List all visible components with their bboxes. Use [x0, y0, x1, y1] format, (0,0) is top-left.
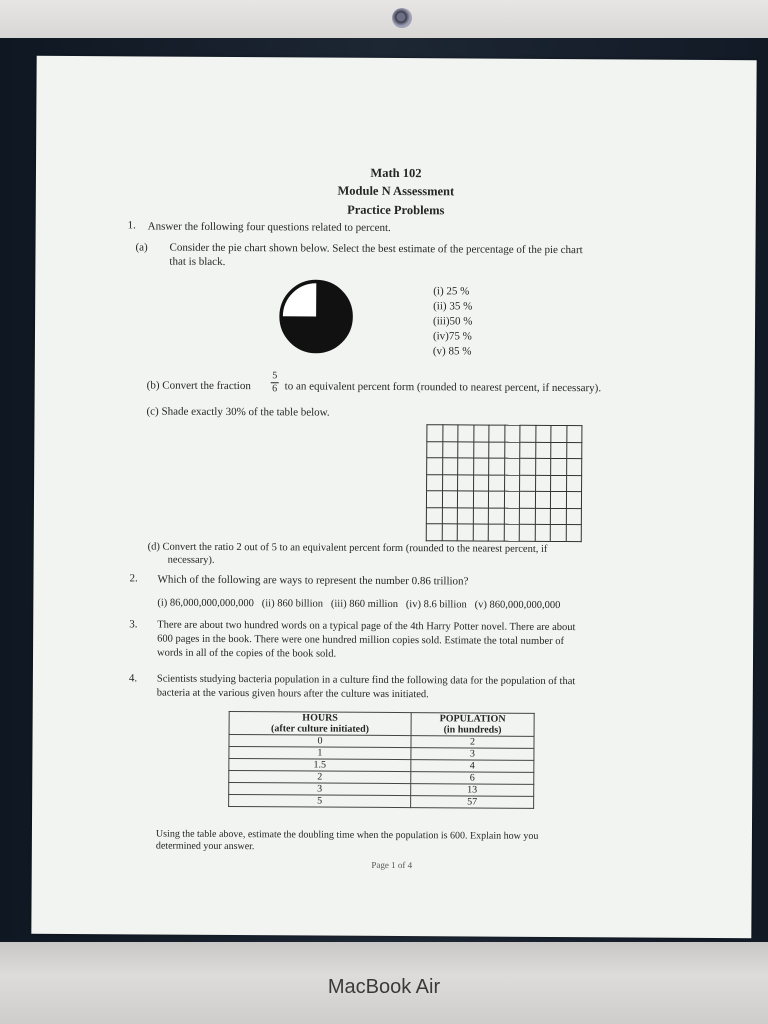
grid-cell[interactable]	[427, 474, 443, 491]
page-number: Page 1 of 4	[371, 859, 413, 871]
grid-cell[interactable]	[566, 426, 582, 443]
population-cell: 4	[411, 760, 534, 773]
grid-cell[interactable]	[473, 507, 489, 524]
population-cell: 13	[411, 784, 534, 797]
fraction-numerator: 5	[272, 370, 278, 382]
grid-cell[interactable]	[535, 442, 551, 459]
question-1d-text-line1: (d) Convert the ratio 2 out of 5 to an equivalent percent form (rounded to the nearest percent, if	[147, 541, 548, 555]
grid-cell[interactable]	[566, 492, 582, 509]
grid-cell[interactable]	[489, 425, 505, 442]
population-header-line1: POPULATION	[439, 713, 506, 725]
grid-cell[interactable]	[520, 425, 536, 442]
module-title: Module N Assessment	[337, 183, 455, 199]
question-4-line2: bacteria at the various given hours after the culture was initiated.	[156, 687, 429, 701]
grid-row	[427, 441, 582, 458]
grid-cell[interactable]	[535, 425, 551, 442]
grid-cell[interactable]	[551, 442, 567, 459]
hours-cell: 1	[229, 746, 411, 759]
grid-cell[interactable]	[504, 524, 520, 541]
pie-option-1: (i) 25 %	[433, 285, 470, 298]
grid-cell[interactable]	[504, 425, 520, 442]
grid-cell[interactable]	[427, 458, 443, 475]
population-header-line2: (in hundreds)	[443, 724, 502, 736]
grid-cell[interactable]	[566, 525, 582, 542]
grid-cell[interactable]	[489, 442, 505, 459]
grid-cell[interactable]	[442, 491, 458, 508]
grid-cell[interactable]	[458, 458, 474, 475]
grid-cell[interactable]	[473, 458, 489, 475]
shading-grid[interactable]	[426, 424, 583, 541]
grid-cell[interactable]	[566, 475, 582, 492]
grid-cell[interactable]	[473, 524, 489, 541]
laptop-brand-label: MacBook Air	[327, 976, 441, 998]
grid-row	[426, 524, 581, 541]
pie-options	[433, 284, 473, 359]
hours-cell: 5	[229, 794, 411, 807]
grid-cell[interactable]	[458, 425, 474, 442]
question-2-text: Which of the following are ways to represent the number 0.86 trillion?	[157, 573, 469, 588]
population-cell: 6	[411, 772, 534, 785]
grid-cell[interactable]	[504, 508, 520, 525]
bacteria-data-table	[228, 711, 535, 809]
grid-cell[interactable]	[535, 458, 551, 475]
grid-cell[interactable]	[519, 491, 535, 508]
grid-cell[interactable]	[504, 458, 520, 475]
question-3-line3: words in all of the copies of the book sold.	[157, 647, 337, 660]
grid-cell[interactable]	[427, 441, 443, 458]
grid-row	[426, 507, 581, 524]
grid-cell[interactable]	[520, 475, 536, 492]
question-4-number: 4.	[128, 672, 138, 685]
grid-cell[interactable]	[520, 458, 536, 475]
grid-row	[426, 491, 581, 508]
grid-cell[interactable]	[551, 425, 567, 442]
grid-cell[interactable]	[426, 507, 442, 524]
subtitle: Practice Problems	[347, 202, 445, 218]
grid-cell[interactable]	[426, 491, 442, 508]
question-1-number: 1.	[127, 219, 136, 232]
grid-cell[interactable]	[535, 524, 551, 541]
grid-cell[interactable]	[442, 458, 458, 475]
pie-option-2: (ii) 35 %	[433, 300, 473, 313]
table-row	[229, 794, 534, 808]
grid-cell[interactable]	[504, 491, 520, 508]
grid-cell[interactable]	[473, 491, 489, 508]
hours-cell: 2	[229, 770, 411, 783]
grid-cell[interactable]	[551, 475, 567, 492]
hours-header-line2: (after culture initiated)	[271, 723, 370, 735]
population-cell: 3	[411, 748, 534, 761]
grid-cell[interactable]	[442, 524, 458, 541]
pie-chart	[277, 277, 355, 355]
question-4-footer-line1: Using the table above, estimate the doubling time when the population is 600. Explain how you	[155, 828, 539, 842]
grid-cell[interactable]	[489, 458, 505, 475]
question-1c-text: (c) Shade exactly 30% of the table below.	[146, 405, 330, 419]
grid-cell[interactable]	[427, 425, 443, 442]
course-title: Math 102	[370, 165, 422, 181]
grid-cell[interactable]	[442, 425, 458, 442]
grid-cell[interactable]	[442, 474, 458, 491]
grid-cell[interactable]	[426, 524, 442, 541]
camera-icon	[392, 8, 412, 28]
grid-cell[interactable]	[457, 524, 473, 541]
grid-cell[interactable]	[550, 508, 566, 525]
grid-cell[interactable]	[458, 441, 474, 458]
grid-cell[interactable]	[551, 458, 567, 475]
population-cell: 57	[411, 796, 534, 809]
document-page	[31, 56, 756, 938]
grid-cell[interactable]	[550, 491, 566, 508]
grid-row	[427, 458, 582, 475]
grid-cell[interactable]	[457, 507, 473, 524]
grid-cell[interactable]	[535, 491, 551, 508]
population-header	[411, 713, 534, 737]
question-2-number: 2.	[129, 572, 138, 585]
question-4-line1: Scientists studying bacteria population in a culture find the following data for the population of that	[156, 673, 576, 688]
question-1a-text-line1: Consider the pie chart shown below. Select the best estimate of the percentage of the pie chart	[169, 241, 583, 257]
grid-cell[interactable]	[535, 475, 551, 492]
grid-cell[interactable]	[488, 524, 504, 541]
question-4-footer-line2: determined your answer.	[155, 840, 255, 853]
grid-cell[interactable]	[488, 491, 504, 508]
grid-cell[interactable]	[519, 524, 535, 541]
question-2-options: (i) 86,000,000,000,000 (ii) 860 billion (iii) 860 million (iv) 8.6 billion (v) 860,000,000,000	[157, 597, 561, 612]
grid-cell[interactable]	[473, 441, 489, 458]
grid-cell[interactable]	[566, 459, 582, 476]
grid-row	[427, 425, 582, 442]
grid-cell[interactable]	[473, 474, 489, 491]
fraction-denominator: 6	[272, 383, 278, 395]
grid-cell[interactable]	[504, 475, 520, 492]
grid-cell[interactable]	[489, 475, 505, 492]
grid-cell[interactable]	[442, 507, 458, 524]
grid-cell[interactable]	[488, 508, 504, 525]
question-3-line1: There are about two hundred words on a typical page of the 4th Harry Potter novel. There are about	[157, 619, 576, 634]
grid-cell[interactable]	[520, 442, 536, 459]
grid-cell[interactable]	[566, 442, 582, 459]
question-3-number: 3.	[129, 618, 138, 631]
pie-option-5: (v) 85 %	[432, 345, 472, 358]
question-1b-text-end: to an equivalent percent form (rounded to nearest percent, if necessary).	[284, 380, 602, 395]
hours-cell: 3	[229, 782, 411, 795]
hours-cell: 1.5	[229, 758, 411, 771]
grid-cell[interactable]	[550, 524, 566, 541]
table-header-row	[229, 711, 534, 736]
grid-cell[interactable]	[519, 508, 535, 525]
grid-cell[interactable]	[566, 508, 582, 525]
pie-option-3: (iii)50 %	[433, 315, 473, 328]
question-1a-text-line2: that is black.	[169, 255, 226, 268]
hours-cell: 0	[229, 734, 411, 747]
grid-cell[interactable]	[504, 442, 520, 459]
question-1d-text-line2: necessary).	[167, 554, 215, 566]
question-1b-text-start: (b) Convert the fraction	[146, 379, 251, 393]
population-cell: 2	[411, 736, 534, 749]
question-3-line2: 600 pages in the book. There were one hundred million copies sold. Estimate the total number of	[157, 633, 565, 648]
hours-header	[229, 711, 411, 735]
grid-cell[interactable]	[458, 474, 474, 491]
grid-row	[427, 474, 582, 491]
grid-cell[interactable]	[473, 425, 489, 442]
question-1a-label: (a)	[135, 241, 148, 254]
question-1-text: Answer the following four questions related to percent.	[147, 220, 391, 234]
pie-option-4: (iv)75 %	[432, 330, 472, 343]
grid-cell[interactable]	[535, 508, 551, 525]
hours-header-line1: HOURS	[302, 712, 338, 724]
grid-cell[interactable]	[457, 491, 473, 508]
grid-cell[interactable]	[442, 441, 458, 458]
